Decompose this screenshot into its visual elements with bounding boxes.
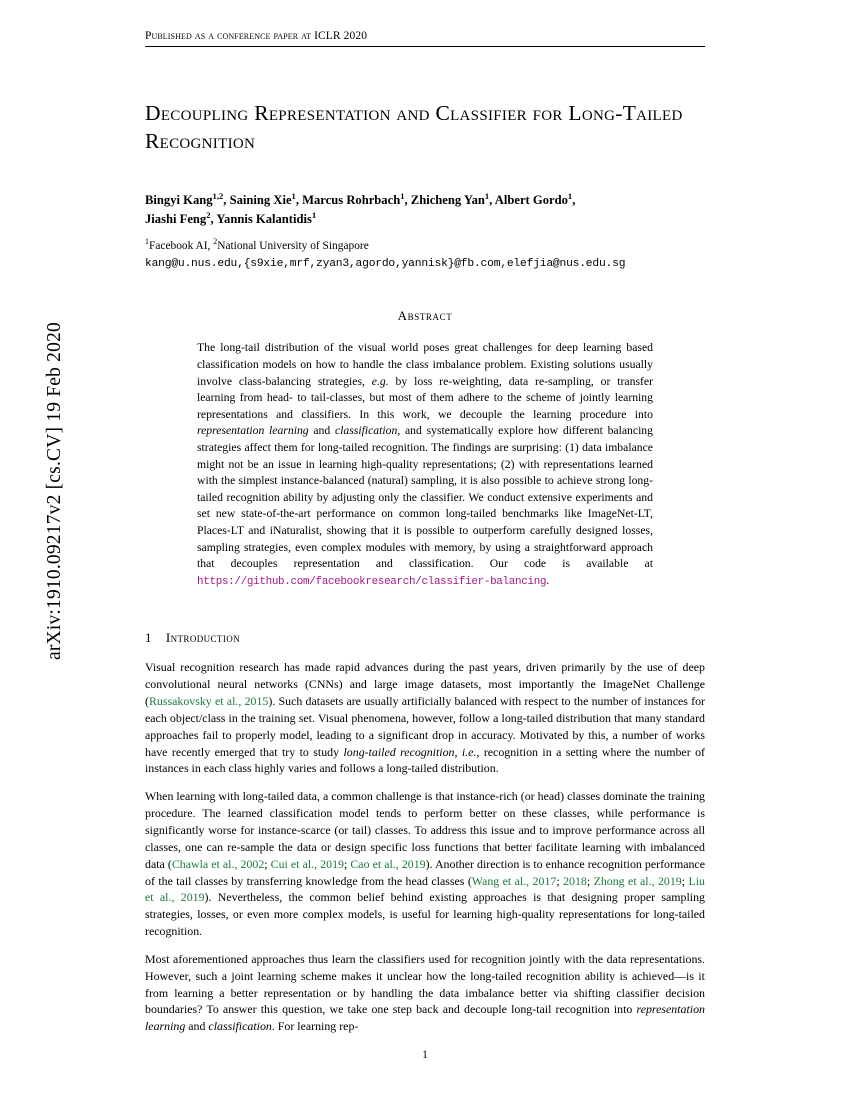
paragraph: Most aforementioned approaches thus learn the classifiers used for recognition jointly with the data representations. However, such a joint learning scheme makes it unclear how the long-tailed recognition ability is achieved—is it from learning a better representation or by handling the data imbalance better via shifting classifier decision boundaries? To answer this question, we take one step back and decouple long-tail recognition into representation learning and classification. For learning rep- <box>145 951 705 1034</box>
abstract-heading: Abstract <box>397 308 453 324</box>
paper-page <box>145 30 705 1046</box>
page-number: 1 <box>422 1049 428 1061</box>
header-rule <box>145 46 705 47</box>
arxiv-stamp-text: arXiv:1910.09217v2 [cs.CV] 19 Feb 2020 <box>44 322 65 660</box>
author-line-1: Bingyi Kang$^{1,2}$, Saining Xie$^1$, Marcus Rohrbach$^1$, Zhicheng Yan$^1$, Albert Gordo$^1$, <box>145 190 576 207</box>
author-emails: kang@u.nus.edu,{s9xie,mrf,zyan3,agordo,yannisk}@fb.com,elefjia@nus.edu.sg <box>145 258 626 271</box>
section-heading-introduction <box>145 630 705 646</box>
page-title: Decoupling Representation and Classifier for Long-Tailed Recognition <box>145 101 683 154</box>
author-line-2: Jiashi Feng$^2$, Yannis Kalantidis$^1$ <box>145 210 317 227</box>
running-head: Published as a conference paper at ICLR 2020 <box>145 30 368 42</box>
author-list <box>145 190 705 229</box>
section-title: Introduction <box>165 630 241 646</box>
arxiv-stamp <box>0 0 65 1100</box>
abstract-text: The long-tail distribution of the visual world poses great challenges for deep learning based classification models on how to handle the class imbalance problem. Existing solutions usually involve class-balancing strategies, e.g. by loss re-weighting, data re-sampling, or transfer learning from head- to tail-classes, but most of them adhere to the scheme of jointly learning representations and classifiers. In this work, we decouple the learning procedure into representation learning and classification, and systematically explore how different balancing strategies affect them for long-tailed recognition. The findings are surprising: (1) data imbalance might not be an issue in learning high-quality representations; (2) with representations learned with the simplest instance-balanced (natural) sampling, it is also possible to achieve strong long-tailed recognition ability by adjusting only the classifier. We conduct extensive experiments and set new state-of-the-art performance on common long-tailed benchmarks like ImageNet-LT, Places-LT and iNaturalist, showing that it is possible to outperform carefully designed losses, sampling strategies, even complex modules with memory, by using a straightforward approach that decouples representation and classification. Our code is available at https://github.com/facebookresearch/classifier-balancing. <box>197 341 653 588</box>
paragraph: When learning with long-tailed data, a common challenge is that instance-rich (or head) classes dominate the training procedure. The learned classification model tends to perform better on these classes, while performance is significantly worse for instance-scarce (or tail) classes. To address this issue and to improve performance across all classes, one can re-sample the data or design specific loss functions that better facilitate learning with imbalanced data (Chawla et al., 2002; Cui et al., 2019; Cao et al., 2019). Another direction is to enhance recognition performance of the tail classes by transferring knowledge from the head classes (Wang et al., 2017; 2018; Zhong et al., 2019; Liu et al., 2019). Nevertheless, the common belief behind existing approaches is that designing proper sampling strategies, losses, or even more complex models, is useful for learning high-quality representations for long-tailed recognition. <box>145 789 705 939</box>
section-number: 1 <box>145 630 152 646</box>
paragraph: Visual recognition research has made rapid advances during the past years, driven primarily by the use of deep convolutional neural networks (CNNs) and large image datasets, most importantly the ImageNet Challenge (Russakovsky et al., 2015). Such datasets are usually artificially balanced with respect to the number of instances for each object/class in the training set. Visual phenomena, however, follow a long-tailed distribution that many standard approaches fail to properly model, leading to a significant drop in accuracy. Motivated by this, a number of works have recently emerged that try to study long-tailed recognition, i.e., recognition in a setting where the number of instances in each class highly varies and follows a long-tailed distribution. <box>145 660 705 776</box>
affiliations: $^1$Facebook AI, $^2$National University of Singapore <box>145 236 369 252</box>
